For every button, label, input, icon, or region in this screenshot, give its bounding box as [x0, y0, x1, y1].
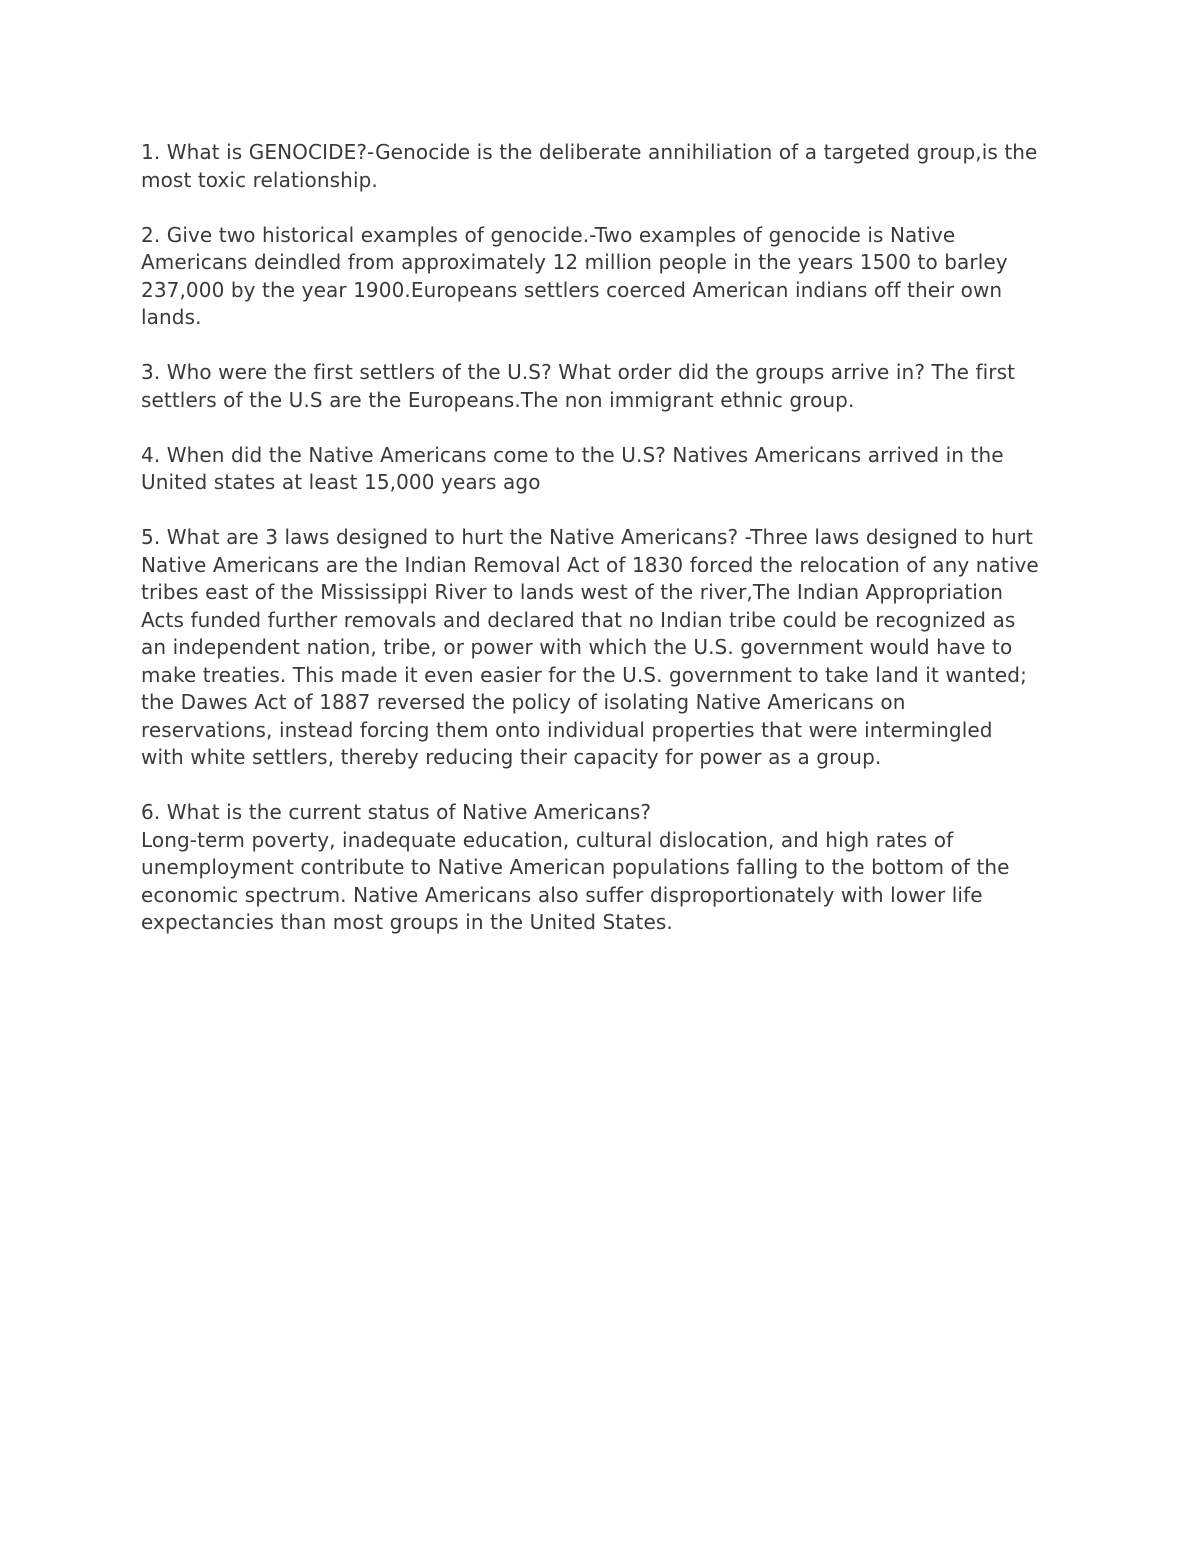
text-line: an independent nation, tribe, or power with which the U.S. government would have to — [141, 635, 1013, 659]
text-line: Long-term poverty, inadequate education, cultural dislocation, and high rates of — [141, 827, 954, 852]
text-line: Native Americans are the Indian Removal Act of 1830 forced the relocation of any native — [141, 552, 1039, 577]
paragraph-question-4 — [141, 442, 1071, 497]
text-line: settlers of the U.S are the Europeans.The non immigrant ethnic group. — [141, 387, 855, 412]
paragraph-question-6 — [141, 799, 1071, 937]
text-line: Acts funded further removals and declared that no Indian tribe could be recognized as — [141, 607, 1016, 632]
text-line: tribes east of the Mississippi River to lands west of the river,The Indian Appropriation — [141, 580, 1004, 604]
document-body — [141, 139, 1071, 964]
paragraph-question-5 — [141, 524, 1071, 772]
text-line: reservations, instead forcing them onto individual properties that were intermingled — [141, 717, 993, 742]
text-line: make treaties. This made it even easier for the U.S. government to take land it wanted; — [141, 662, 1027, 687]
text-line: unemployment contribute to Native American populations falling to the bottom of the — [141, 855, 1010, 879]
text-line: lands. — [141, 305, 202, 329]
text-line: expectancies than most groups in the United States. — [141, 910, 673, 934]
paragraph-question-1 — [141, 139, 1071, 194]
text-line: economic spectrum. Native Americans also suffer disproportionately with lower life — [141, 882, 983, 907]
text-line: 5. What are 3 laws designed to hurt the Native Americans? -Three laws designed to hurt — [141, 525, 1033, 549]
text-line: 3. Who were the first settlers of the U.S? What order did the groups arrive in? The first — [141, 360, 1016, 384]
paragraph-question-2 — [141, 222, 1071, 332]
text-line: 6. What is the current status of Native Americans? — [141, 800, 652, 824]
text-line: 237,000 by the year 1900.Europeans settlers coerced American indians off their own — [141, 277, 1003, 302]
text-line: most toxic relationship. — [141, 167, 378, 192]
text-line: 2. Give two historical examples of genocide.-Two examples of genocide is Native — [141, 222, 956, 247]
paragraph-question-3 — [141, 359, 1071, 414]
text-line: Americans deindled from approximately 12 million people in the years 1500 to barley — [141, 250, 1008, 274]
text-line: the Dawes Act of 1887 reversed the policy of isolating Native Americans on — [141, 690, 906, 714]
text-line: 1. What is GENOCIDE?-Genocide is the deliberate annihiliation of a targeted group,is the — [141, 140, 1038, 164]
text-line: with white settlers, thereby reducing their capacity for power as a group. — [141, 745, 882, 769]
text-line: 4. When did the Native Americans come to the U.S? Natives Americans arrived in the — [141, 442, 1004, 467]
text-line: United states at least 15,000 years ago — [141, 470, 541, 494]
